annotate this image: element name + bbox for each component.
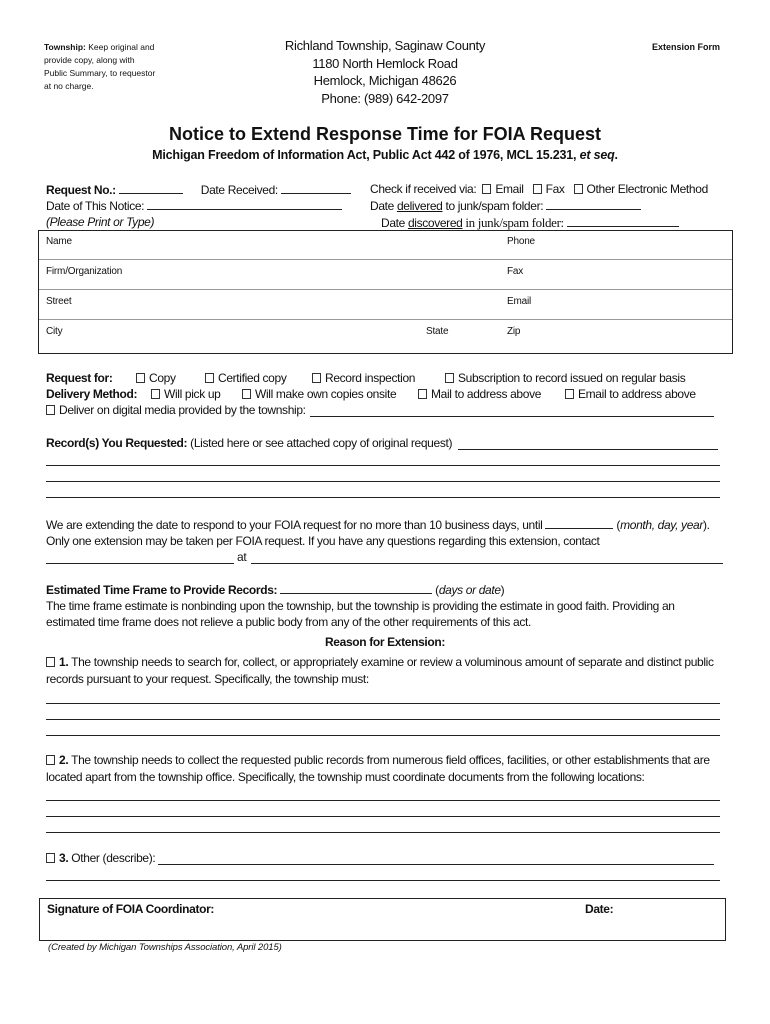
check-label: Check if received via: [370,182,477,196]
checkbox-icon[interactable] [136,373,145,383]
checkbox-icon[interactable] [46,755,55,765]
name-label: Name [46,236,72,247]
reason-2-field[interactable] [46,816,720,817]
contact-box [38,230,733,354]
footer-credit: (Created by Michigan Townships Association, April 2015) [48,942,282,953]
discovered-word: discovered [407,216,463,230]
reason-3-field[interactable] [46,880,720,881]
delivery-mail[interactable] [418,387,541,401]
discovered-date-field[interactable] [567,215,679,227]
delivery-copies[interactable] [242,387,396,401]
fax-label: Fax [507,266,524,277]
delivery-email[interactable] [565,387,696,401]
estimate-text1: The time frame estimate is nonbinding upon the township, but the township is providing the estimate in good faith. Providing an [46,599,675,613]
date-label: Date: [585,902,614,916]
checkbox-icon[interactable] [151,389,160,399]
via-fax: Fax [545,182,565,196]
print-note: (Please Print or Type) [46,215,155,229]
reason-1-line2: records pursuant to your request. Specifically, the township must: [46,672,369,686]
form-tag: Extension Form [652,42,721,52]
township-note [44,41,159,93]
checkbox-icon[interactable] [242,389,251,399]
reason-2-field[interactable] [46,832,720,833]
extension-at: at [237,550,247,564]
reason-1-text: The township needs to search for, collect, or appropriately examine or review a voluminous amount of separate and distinct public [71,655,714,669]
address-line: Hemlock, Michigan 48626 [313,73,457,88]
address-line: Richland Township, Saginaw County [284,38,486,53]
option-label: Certified copy [218,371,287,385]
checkbox-icon[interactable] [482,184,491,194]
date-received-field[interactable] [281,182,351,194]
estimate-label: Estimated Time Frame to Provide Records: [46,583,278,597]
digital-media-field[interactable] [310,416,714,417]
checkbox-icon[interactable] [574,184,583,194]
estimate-row: Estimated Time Frame to Provide Records: (days or date) [46,583,505,597]
extension-date-hint: month, day, year [620,518,703,532]
option-label: Email to address above [578,387,696,401]
date-notice-label: Date of This Notice: [46,199,145,213]
reason-3-number: 3. [59,851,69,865]
via-email: Email [495,182,524,196]
page-title: Notice to Extend Response Time for FOIA Request [168,124,602,144]
township-note-text: Keep original and provide copy, along with Public Summary, to requestor at no charge. [44,42,156,91]
estimate-hint: days or date [438,583,501,597]
street-label: Street [46,296,72,307]
checkbox-icon[interactable] [46,853,55,863]
city-label: City [46,326,63,337]
request-certified[interactable] [205,371,286,385]
delivered-row [370,198,641,213]
email-label: Email [507,296,532,307]
contact-name-field[interactable] [46,563,234,564]
discovered-post: in junk/spam folder: [462,215,564,230]
records-row [46,436,452,450]
request-subscription[interactable] [445,371,685,385]
township-note-label: Township: [44,42,86,52]
reason-3-text: Other (describe): [71,851,156,865]
reason-1-line1 [46,655,714,669]
contact-divider [39,289,732,290]
subtitle-italic: et seq [579,148,615,162]
request-inspection[interactable] [312,371,415,385]
estimate-field[interactable] [280,582,432,594]
option-label: Deliver on digital media provided by the township: [59,403,306,417]
reason-1-field[interactable] [46,703,720,704]
subtitle-text: Michigan Freedom of Information Act, Public Act 442 of 1976, MCL 15.231, [152,148,577,162]
checkbox-icon[interactable] [445,373,454,383]
contact-divider [39,319,732,320]
records-line[interactable] [46,465,720,466]
delivered-date-field[interactable] [546,198,641,210]
phone-label: Phone [507,236,535,247]
reason-3-field[interactable] [158,864,714,865]
date-notice-row [46,198,342,213]
option-label: Mail to address above [431,387,542,401]
delivery-label: Delivery Method: [46,387,138,401]
checkbox-icon[interactable] [418,389,427,399]
reason-2-line2: located apart from the township office. Specifically, the township must coordinate documents from the following locations: [46,770,645,784]
contact-info-field[interactable] [251,563,723,564]
via-other: Other Electronic Method [586,182,708,196]
records-text: (Listed here or see attached copy of original request) [190,436,453,450]
checkbox-icon[interactable] [46,657,55,667]
extension-line1: We are extending the date to respond to your FOIA request for no more than 10 business days, until (month, day, year). [46,518,710,532]
page-subtitle: Michigan Freedom of Information Act, Public Act 442 of 1976, MCL 15.231, et seq. [152,148,618,162]
checkbox-icon[interactable] [46,405,55,415]
request-for-label: Request for: [46,371,113,385]
reason-1-field[interactable] [46,735,720,736]
option-label: Will pick up [164,387,221,401]
zip-label: Zip [507,326,521,337]
option-label: Will make own copies onsite [255,387,397,401]
checkbox-icon[interactable] [533,184,542,194]
contact-divider [39,259,732,260]
reason-2-field[interactable] [46,800,720,801]
signature-box[interactable] [39,898,726,941]
records-line[interactable] [46,497,720,498]
delivered-pre: Date [370,199,397,213]
discovered-row [381,215,679,231]
reason-1-number: 1. [59,655,69,669]
delivery-digital[interactable] [46,403,306,417]
option-label: Subscription to record issued on regular basis [458,371,686,385]
discovered-pre: Date [381,216,408,230]
request-no-field[interactable] [119,182,183,194]
reason-heading: Reason for Extension: [324,635,445,649]
request-for-row [46,371,112,385]
extension-text: We are extending the date to respond to your FOIA request for no more than 10 business days, until [46,518,543,532]
estimate-text2: estimated time frame does not relieve a public body from any of the other requirements of this act. [46,615,531,629]
checkbox-icon[interactable] [312,373,321,383]
address-line: 1180 North Hemlock Road [312,55,458,71]
checkbox-icon[interactable] [565,389,574,399]
township-address [270,37,500,107]
reason-3-row [46,851,155,865]
records-field[interactable] [458,449,718,450]
option-label: Record inspection [325,371,416,385]
address-line: Phone: (989) 642-2097 [321,90,449,106]
records-line[interactable] [46,481,720,482]
firm-label: Firm/Organization [46,266,123,277]
delivery-pickup[interactable] [151,387,220,401]
received-via-row [370,182,708,196]
delivered-post: to junk/spam folder: [442,199,544,213]
signature-label: Signature of FOIA Coordinator: [47,902,215,916]
request-no-row [46,182,351,197]
delivered-word: delivered [396,199,443,213]
extension-line2: Only one extension may be taken per FOIA request. If you have any questions regarding this extension, contact [46,534,600,548]
reason-2-text: The township needs to collect the requested public records from numerous field offices, facilities, or other establishments that are [71,753,710,767]
date-received-label: Date Received: [200,183,278,197]
reason-1-field[interactable] [46,719,720,720]
option-label: Copy [149,371,176,385]
state-label: State [426,326,449,337]
request-no-label: Request No.: [46,183,116,197]
checkbox-icon[interactable] [205,373,214,383]
request-copy[interactable] [136,371,176,385]
date-notice-field[interactable] [147,198,342,210]
extension-date-field[interactable] [545,517,613,529]
reason-2-number: 2. [59,753,69,767]
reason-2-line1 [46,753,710,767]
records-label: Record(s) You Requested: [46,436,188,450]
